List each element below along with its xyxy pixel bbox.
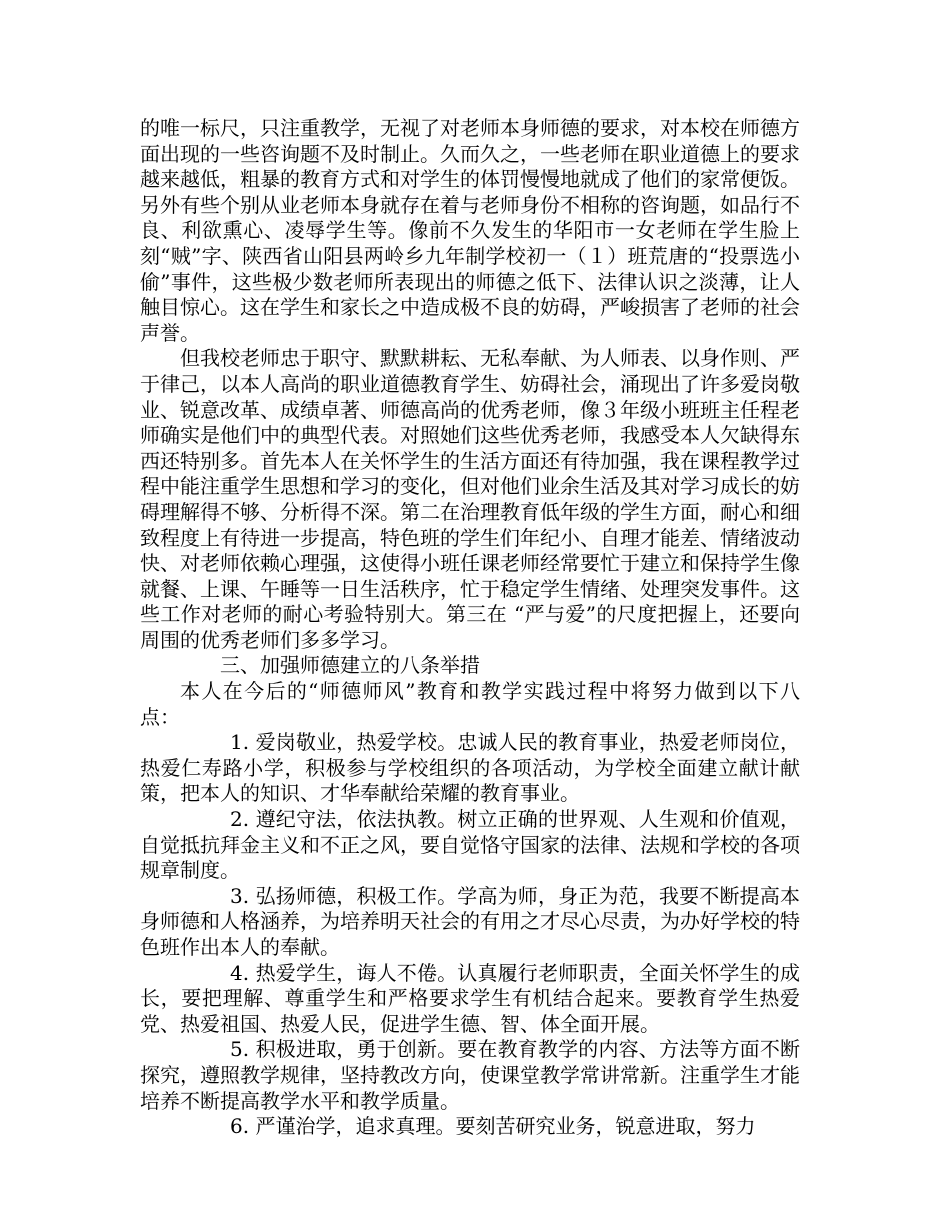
list-item-6: 6. 严谨治学，追求真理。要刻苦研究业务，锐意进取，努力 (230, 1114, 756, 1139)
paragraph-intro-eight-points: 本人在今后的“师德师风”教育和教学实践过程中将努力做到以下八点： (140, 679, 800, 729)
section-heading: 三、加强师德建立的八条举措 (220, 653, 480, 678)
paragraph-teachers-example: 但我校老师忠于职守、默默耕耘、无私奉献、为人师表、以身作则、严于律己，以本人高尚的职业道德教育学生、妨碍社会，涌现出了许多爱岗敬业、锐意改革、成绩卓著、师德高尚的优秀老师，像３年级小班班主任程老师确实是他们中的典型代表。对照她们这些优秀老师，我感受本人欠缺得东西还特别多。首先本人在关怀学生的生活方面还有待加强，我在课程教学过程中能注重学生思想和学习的变化，但对他们业余生活及其对学习成长的妨碍理解得不够、分析得不深。第二在治理教育低年级的学生方面，耐心和细致程度上有待进一步提高，特色班的学生们年纪小、自理才能差、情绪波动快、对老师依赖心理强，这使得小班任课老师经常要忙于建立和保持学生像就餐、上课、午睡等一日生活秩序，忙于稳定学生情绪、处理突发事件。这些工作对老师的耐心考验特别大。第三在 “严与爱”的尺度把握上，还要向周围的优秀老师们多多学习。 (140, 346, 800, 652)
list-item-5: 5. 积极进取，勇于创新。要在教育教学的内容、方法等方面不断探究，遵照教学规律，坚持教改方向，使课堂教学常讲常新。注重学生才能培养不断提高教学水平和教学质量。 (140, 1037, 800, 1113)
paragraph-continuation: 的唯一标尺，只注重教学，无视了对老师本身师德的要求，对本校在师德方面出现的一些咨询题不及时制止。久而久之，一些老师在职业道德上的要求越来越低，粗暴的教育方式和对学生的体罚慢慢地就成了他们的家常便饭。另外有些个别从业老师本身就存在着与老师身份不相称的咨询题，如品行不良、利欲熏心、凌辱学生等。像前不久发生的华阳市一女老师在学生脸上刻“贼”字、陕西省山阳县两岭乡九年制学校初一（１）班荒唐的“投票选小偷”事件，这些极少数老师所表现出的师德之低下、法律认识之淡薄，让人触目惊心。这在学生和家长之中造成极不良的妨碍，严峻损害了老师的社会声誉。 (140, 116, 800, 345)
document-page (140, 116, 800, 1140)
list-item-4: 4. 热爱学生，诲人不倦。认真履行老师职责，全面关怀学生的成长，要把理解、尊重学生和严格要求学生有机结合起来。要教育学生热爱党、热爱祖国、热爱人民，促进学生德、智、体全面开展。 (140, 960, 800, 1036)
list-item-2: 2. 遵纪守法，依法执教。树立正确的世界观、人生观和价值观，自觉抵抗拜金主义和不正之风，要自觉恪守国家的法律、法规和学校的各项规章制度。 (140, 807, 800, 883)
list-item-3: 3. 弘扬师德，积极工作。学高为师，身正为范，我要不断提高本身师德和人格涵养，为培养明天社会的有用之才尽心尽责，为办好学校的特色班作出本人的奉献。 (140, 883, 800, 959)
list-item-1: 1. 爱岗敬业，热爱学校。忠诚人民的教育事业，热爱老师岗位，热爱仁寿路小学，积极参与学校组织的各项活动，为学校全面建立献计献策，把本人的知识、才华奉献给荣耀的教育事业。 (140, 730, 800, 806)
